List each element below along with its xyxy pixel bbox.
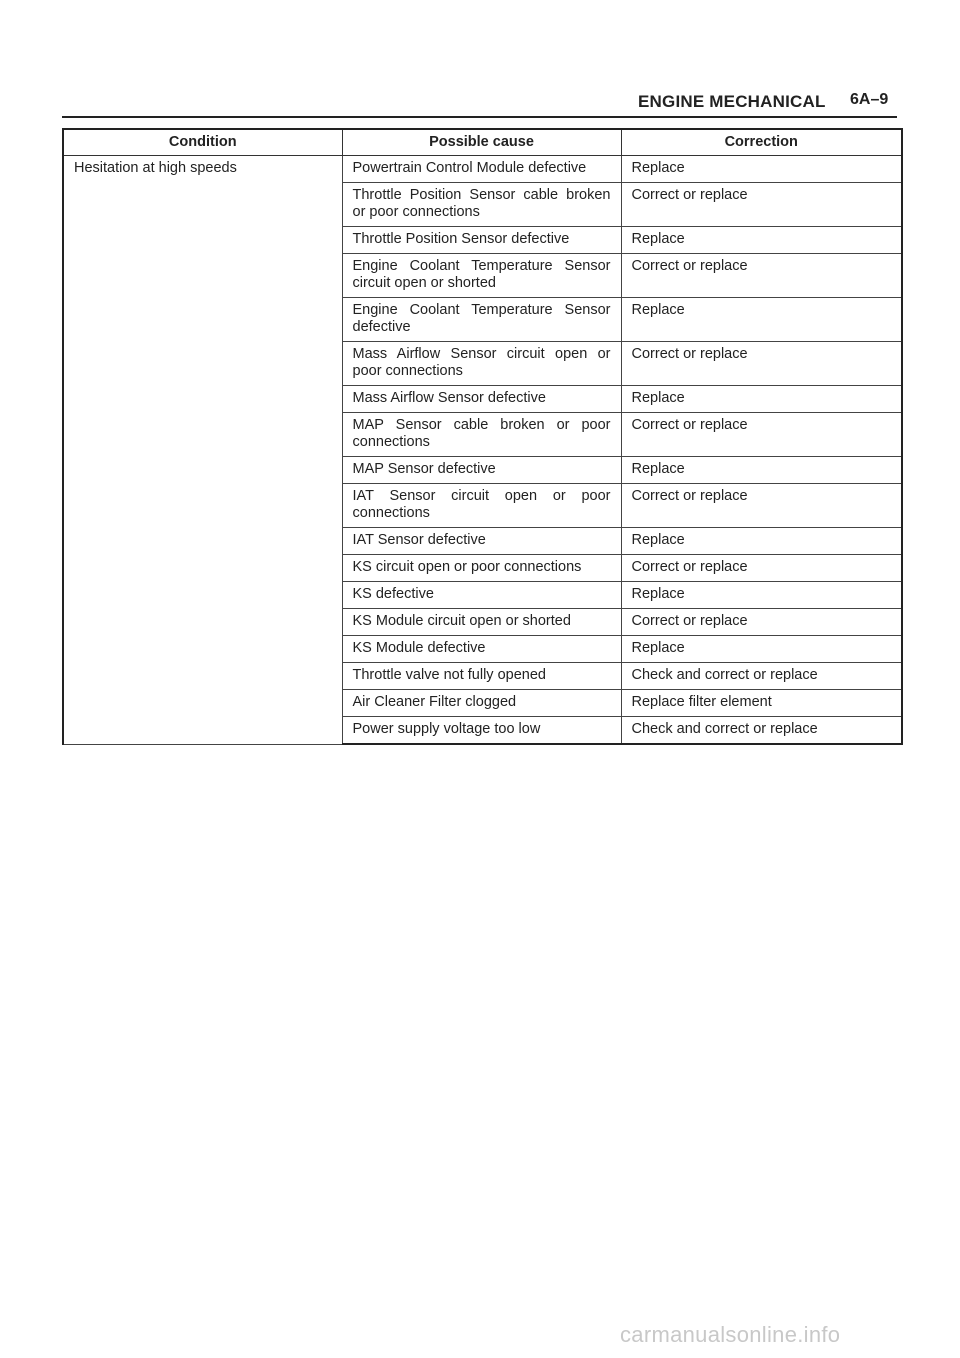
cause-cell: Engine Coolant Temperature Sensor defective	[342, 298, 621, 342]
column-header-correction: Correction	[621, 129, 902, 156]
cause-cell: Powertrain Control Module defective	[342, 156, 621, 183]
correction-cell: Replace	[621, 156, 902, 183]
table-header-row	[63, 129, 902, 156]
correction-cell: Replace	[621, 457, 902, 484]
correction-cell: Replace	[621, 298, 902, 342]
cause-cell: Mass Airflow Sensor circuit open or poor connections	[342, 342, 621, 386]
cause-cell: Throttle Position Sensor cable broken or poor connections	[342, 183, 621, 227]
cause-cell: MAP Sensor defective	[342, 457, 621, 484]
cause-cell: IAT Sensor circuit open or poor connections	[342, 484, 621, 528]
condition-cell: Hesitation at high speeds	[63, 156, 342, 745]
correction-cell: Replace	[621, 386, 902, 413]
correction-cell: Correct or replace	[621, 609, 902, 636]
troubleshooting-table	[62, 128, 903, 745]
cause-cell: MAP Sensor cable broken or poor connections	[342, 413, 621, 457]
site-watermark: carmanualsonline.info	[620, 1322, 841, 1347]
column-header-condition: Condition	[63, 129, 342, 156]
column-header-possible-cause: Possible cause	[342, 129, 621, 156]
correction-cell: Correct or replace	[621, 342, 902, 386]
cause-cell: Engine Coolant Temperature Sensor circuit open or shorted	[342, 254, 621, 298]
correction-cell: Replace	[621, 636, 902, 663]
cause-cell: KS defective	[342, 582, 621, 609]
correction-cell: Replace	[621, 582, 902, 609]
correction-cell: Replace	[621, 227, 902, 254]
cause-cell: IAT Sensor defective	[342, 528, 621, 555]
cause-cell: Throttle valve not fully opened	[342, 663, 621, 690]
correction-cell: Correct or replace	[621, 413, 902, 457]
correction-cell: Replace	[621, 528, 902, 555]
correction-cell: Correct or replace	[621, 555, 902, 582]
correction-cell: Correct or replace	[621, 484, 902, 528]
cause-cell: Mass Airflow Sensor defective	[342, 386, 621, 413]
section-title: ENGINE MECHANICAL	[638, 92, 826, 111]
correction-cell: Check and correct or replace	[621, 717, 902, 745]
cause-cell: KS Module circuit open or shorted	[342, 609, 621, 636]
page-number: 6A–9	[850, 91, 889, 108]
header-divider	[62, 116, 897, 118]
cause-cell: Air Cleaner Filter clogged	[342, 690, 621, 717]
table-row	[63, 156, 902, 183]
cause-cell: Throttle Position Sensor defective	[342, 227, 621, 254]
correction-cell: Correct or replace	[621, 183, 902, 227]
cause-cell: KS circuit open or poor connections	[342, 555, 621, 582]
cause-cell: KS Module defective	[342, 636, 621, 663]
correction-cell: Check and correct or replace	[621, 663, 902, 690]
correction-cell: Correct or replace	[621, 254, 902, 298]
correction-cell: Replace filter element	[621, 690, 902, 717]
cause-cell: Power supply voltage too low	[342, 717, 621, 745]
